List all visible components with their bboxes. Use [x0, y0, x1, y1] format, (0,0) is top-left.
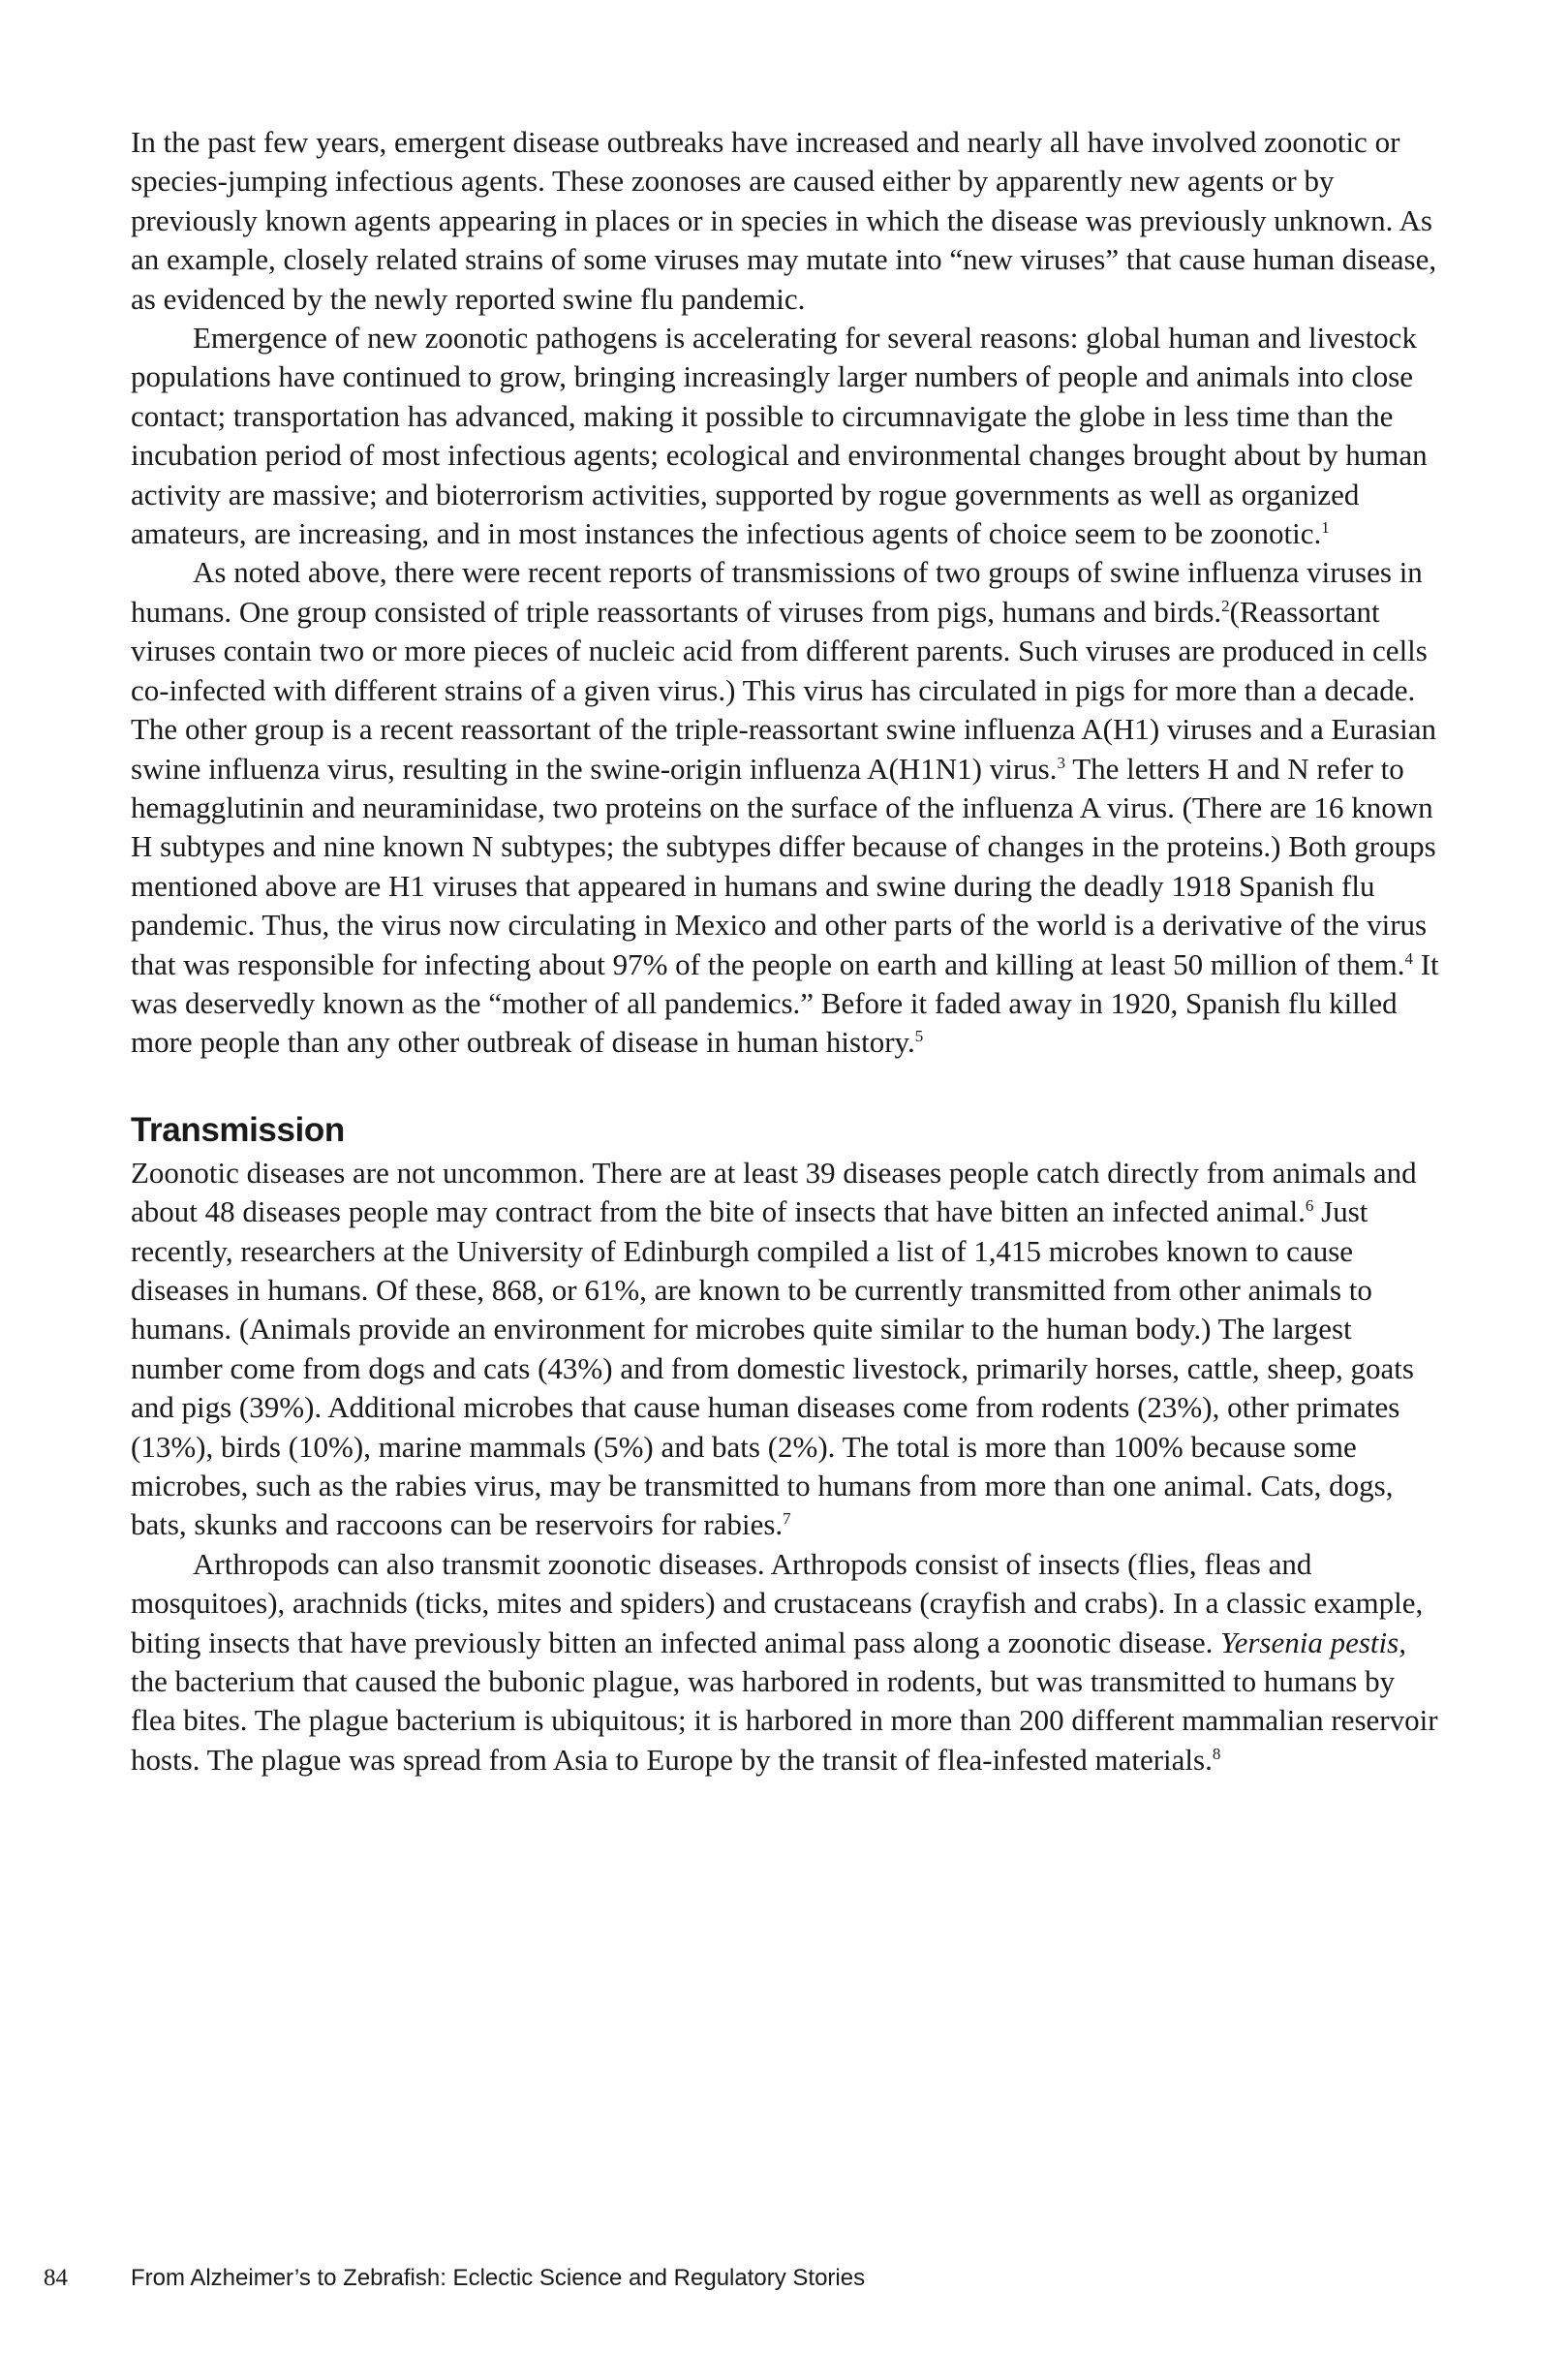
footnote-ref[interactable]: 5 — [914, 1027, 924, 1046]
species-name: Yersenia pestis, — [1220, 1625, 1406, 1659]
paragraph-text: Emergence of new zoonotic pathogens is accelerating for several reasons: global human and livestock populations have continued to grow, bringing increasingly larger numbers of people and animals into close contact; transportation has advanced, making it possible to circumnavigate the globe in less time than the incubation period of most infectious agents; ecological and environmental changes brought about by human activity are massive; and bioterrorism activities, supported by rogue governments as well as organized amateurs, are increasing, and in most instances the infectious agents of choice seem to be zoonotic. — [131, 321, 1428, 551]
footnote-ref[interactable]: 2 — [1221, 596, 1230, 615]
footnote-ref[interactable]: 3 — [1057, 753, 1065, 772]
paragraph-text: Arthropods can also transmit zoonotic diseases. Arthropods consist of insects (flies, fleas and mosquitoes), arachnids (ticks, mites and spiders) and crustaceans (crayfish and crabs). In a classic example, biting insects that have previously bitten an infected animal pass along a zoonotic disease. — [131, 1546, 1424, 1659]
paragraph-text: Zoonotic diseases are not uncommon. There are at least 39 diseases people catch directly from animals and about 48 diseases people may contract from the bite of insects that have bitten an infected animal. — [131, 1155, 1417, 1229]
footnote-ref[interactable]: 7 — [783, 1509, 791, 1529]
footnote-ref[interactable]: 4 — [1404, 948, 1413, 968]
paragraph-text: The letters H and N refer to hemagglutinin and neuraminidase, two proteins on the surface of the influenza A virus. (There are 16 known H subtypes and nine known N subtypes; the subtypes differ because of changes in the proteins.) Both groups mentioned above are H1 viruses that appeared in humans and swine during the deadly 1918 Spanish flu pandemic. Thus, the virus now circulating in Mexico and other parts of the world is a derivative of the virus that was responsible for infecting about 97% of the people on earth and killing at least 50 million of them. — [131, 751, 1436, 981]
footnote-ref[interactable]: 1 — [1321, 518, 1330, 538]
running-title: From Alzheimer’s to Zebrafish: Eclectic Science and Regulatory Stories — [131, 2265, 866, 2291]
paragraph-zoonotic-diseases — [131, 1154, 1440, 1545]
paragraph-text: Just recently, researchers at the University of Edinburgh compiled a list of 1,415 microbes known to cause diseases in humans. Of these, 868, or 61%, are known to be currently transmitted from other animals to humans. (Animals provide an environment for microbes quite similar to the human body.) The largest number come from dogs and cats (43%) and from domestic livestock, primarily horses, cattle, sheep, goats and pigs (39%). Additional microbes that cause human diseases come from rodents (23%), other primates (13%), birds (10%), marine mammals (5%) and bats (2%). The total is more than 100% because some microbes, such as the rabies virus, may be transmitted to humans from more than one animal. Cats, dogs, bats, skunks and raccoons can be reservoirs for rabies. — [131, 1194, 1414, 1542]
paragraph-text: (Reassortant viruses contain two or more pieces of nucleic acid from different parents. Such viruses are produced in cells co-infected with different strains of a given virus.) This virus has circulated in pigs for more than a decade. The other group is a recent reassortant of the triple-reassortant swine influenza A(H1) viruses and a Eurasian swine influenza virus, resulting in the swine-origin influenza A(H1N1) virus. — [131, 594, 1437, 786]
page-number: 84 — [44, 2265, 68, 2291]
paragraph-text: the bacterium that caused the bubonic plague, was harbored in rodents, but was transmitted to humans by flea bites. The plague bacterium is ubiquitous; it is harbored in more than 200 different mammalian reservoir hosts. The plague was spread from Asia to Europe by the transit of flea-infested materials. — [131, 1664, 1438, 1777]
paragraph-text: In the past few years, emergent disease outbreaks have increased and nearly all have involved zoonotic or species-jumping infectious agents. These zoonoses are caused either by apparently new agents or by previously known agents appearing in places or in species in which the disease was previously unknown. As an example, closely related strains of some viruses may mutate into “new viruses” that cause human disease, as evidenced by the newly reported swine flu pandemic. — [131, 125, 1437, 316]
paragraph-intro — [131, 123, 1440, 319]
footnote-ref[interactable]: 6 — [1305, 1196, 1314, 1216]
paragraph-emergence — [131, 319, 1440, 553]
paragraph-arthropods — [131, 1545, 1440, 1780]
document-body — [131, 123, 1440, 1780]
paragraph-text: It was deservedly known as the “mother of all pandemics.” Before it faded away in 1920, Spanish flu killed more people than any other outbreak of disease in human history. — [131, 946, 1439, 1060]
paragraph-text: As noted above, there were recent reports of transmissions of two groups of swine influenza viruses in humans. One group consisted of triple reassortants of viruses from pigs, humans and birds. — [131, 555, 1423, 629]
footnote-ref[interactable]: 8 — [1212, 1744, 1221, 1763]
section-heading-transmission: Transmission — [131, 1110, 345, 1149]
page-footer — [0, 2265, 1568, 2304]
paragraph-swine-influenza — [131, 553, 1440, 1062]
